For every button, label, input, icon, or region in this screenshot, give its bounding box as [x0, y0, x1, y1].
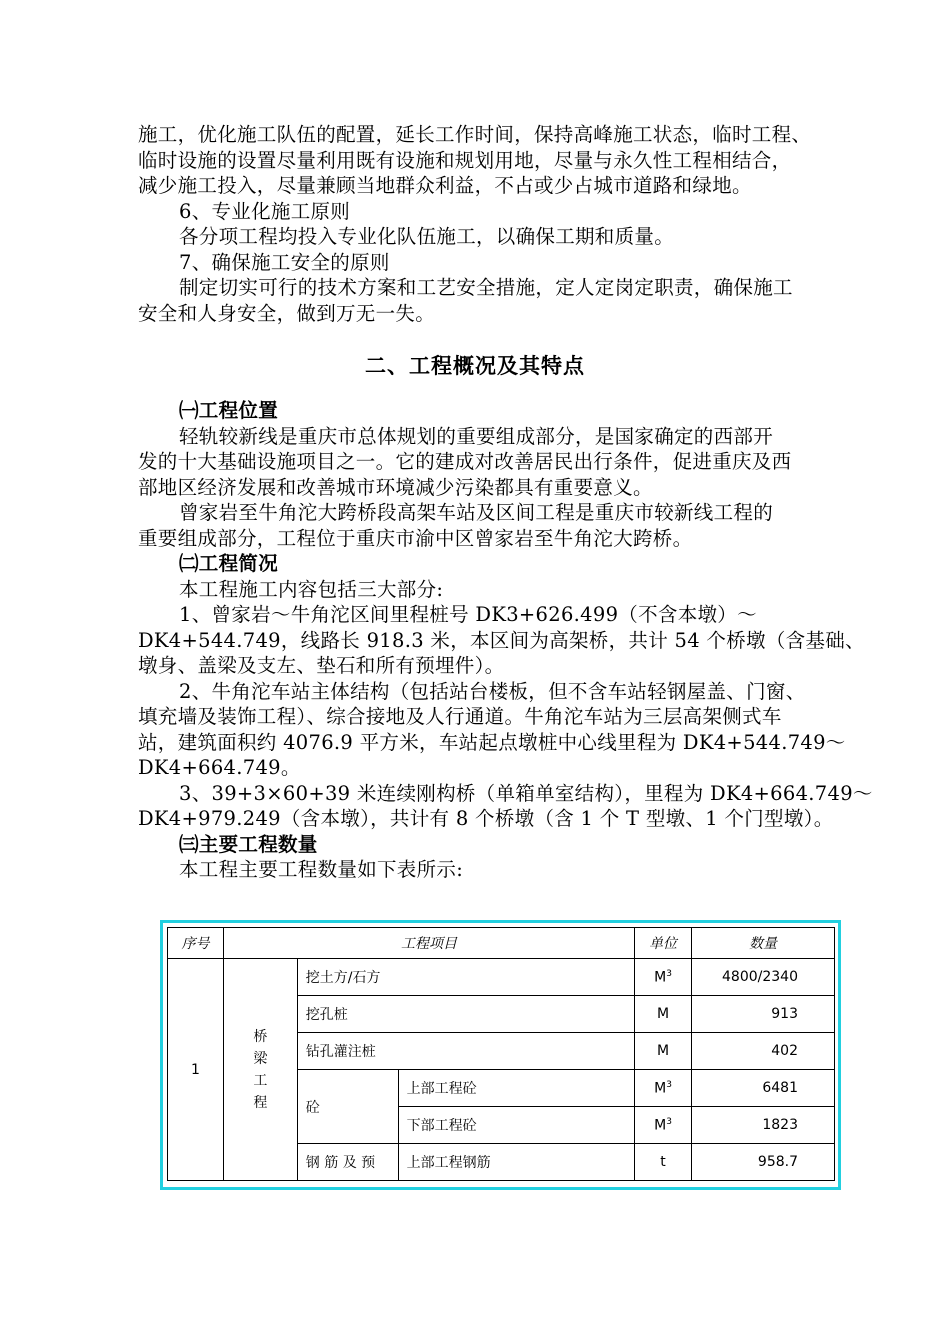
text-line: 减少施工投入，尽量兼顾当地群众利益，不占或少占城市道路和绿地。 — [138, 174, 752, 197]
text-line: 2、牛角沱车站主体结构（包括站台楼板，但不含车站轻钢屋盖、门窗、 — [179, 679, 806, 703]
item-qty: 1823 — [692, 1107, 835, 1144]
text-line: DK4+979.249（含本墩），共计有 8 个桥墩（含 1 个 T 型墩、1 个门型墩）。 — [138, 807, 834, 830]
text-line: 曾家岩至牛角沱大跨桥段高架车站及区间工程是重庆市较新线工程的 — [179, 501, 774, 524]
item-unit: $M^3$ — [635, 1107, 692, 1144]
text-line: 墩身、盖梁及支左、垫石和所有预埋件）。 — [138, 654, 505, 677]
text-line: DK4+544.749，线路长 918.3 米，本区间为高架桥，共计 54 个桥墩（含基础、 — [138, 628, 865, 652]
header-qty: 数量 — [692, 928, 835, 959]
subsection-title-quantities: ㈢主要工程数量 — [179, 832, 318, 856]
steel-label: 钢 筋 及 预 — [297, 1144, 398, 1181]
item-unit: M — [635, 996, 692, 1033]
item7-title: 7、确保施工安全的原则 — [179, 250, 390, 274]
text-line: 3、39+3×60+39 米连续刚构桥（单箱单室结构），里程为 DK4+664.749～ — [179, 781, 873, 805]
text-line: 1、曾家岩～牛角沱区间里程桩号 DK3+626.499（不含本墩）～ — [179, 603, 757, 626]
text-line: 临时设施的设置尽量利用既有设施和规划用地，尽量与永久性工程相结合， — [138, 148, 792, 172]
text-line: 本工程主要工程数量如下表所示: — [179, 858, 464, 881]
header-unit: 单位 — [635, 928, 692, 959]
item-name: 挖孔桩 — [297, 996, 634, 1033]
item-qty: 913 — [692, 996, 835, 1033]
row-number: 1 — [168, 959, 224, 1181]
text-line: 填充墙及装饰工程）、综合接地及人行通道。牛角沱车站为三层高架侧式车 — [138, 705, 782, 728]
quantities-table-frame — [160, 920, 841, 1190]
text-line: 本工程施工内容包括三大部分: — [179, 577, 444, 601]
text-line: 重要组成部分，工程位于重庆市渝中区曾家岩至牛角沱大跨桥。 — [138, 526, 693, 550]
quantities-table — [167, 927, 835, 1181]
item-name: 上部工程钢筋 — [398, 1144, 634, 1181]
table-header-row — [168, 928, 835, 959]
section-heading: 二、工程概况及其特点 — [365, 353, 585, 378]
section-body — [138, 398, 873, 883]
text-line: 安全和人身安全，做到万无一失。 — [138, 301, 436, 325]
item-qty: 4800/2340 — [692, 959, 835, 996]
table-row — [168, 959, 835, 996]
text-line: DK4+664.749。 — [138, 756, 301, 779]
item-unit: $M^3$ — [635, 1070, 692, 1107]
item-unit: $M^3$ — [635, 959, 692, 996]
subsection-title-overview: ㈡工程简况 — [179, 552, 279, 575]
item-name: 下部工程砼 — [398, 1107, 634, 1144]
item-qty: 6481 — [692, 1070, 835, 1107]
item-name: 钻孔灌注桩 — [297, 1033, 634, 1070]
text-line: 站，建筑面积约 4076.9 平方米，车站起点墩桩中心线里程为 DK4+544.749～ — [138, 730, 846, 754]
text-line: 发的十大基础设施项目之一。它的建成对改善居民出行条件，促进重庆及西 — [138, 450, 792, 473]
item-qty: 958.7 — [692, 1144, 835, 1181]
item-qty: 402 — [692, 1033, 835, 1070]
item6-title: 6、专业化施工原则 — [179, 199, 351, 223]
item6-text: 各分项工程均投入专业化队伍施工，以确保工期和质量。 — [179, 225, 675, 248]
group-label: 桥 梁 工 程 — [223, 959, 297, 1181]
text-line: 轻轨较新线是重庆市总体规划的重要组成部分，是国家确定的西部开 — [179, 424, 774, 448]
item-name: 上部工程砼 — [398, 1070, 634, 1107]
item-unit: t — [635, 1144, 692, 1181]
concrete-label: 砼 — [297, 1070, 398, 1144]
text-line: 制定切实可行的技术方案和工艺安全措施，定人定岗定职责，确保施工 — [179, 276, 793, 299]
header-no: 序号 — [168, 928, 224, 959]
item-name: 挖土方/石方 — [297, 959, 634, 996]
intro-paragraph — [138, 122, 860, 326]
text-line: 部地区经济发展和改善城市环境减少污染都具有重要意义。 — [138, 475, 653, 499]
subsection-title-location: ㈠工程位置 — [179, 399, 279, 422]
text-line: 施工，优化施工队伍的配置，延长工作时间，保持高峰施工状态，临时工程、 — [138, 123, 812, 146]
header-item: 工程项目 — [223, 928, 634, 959]
item-unit: M — [635, 1033, 692, 1070]
